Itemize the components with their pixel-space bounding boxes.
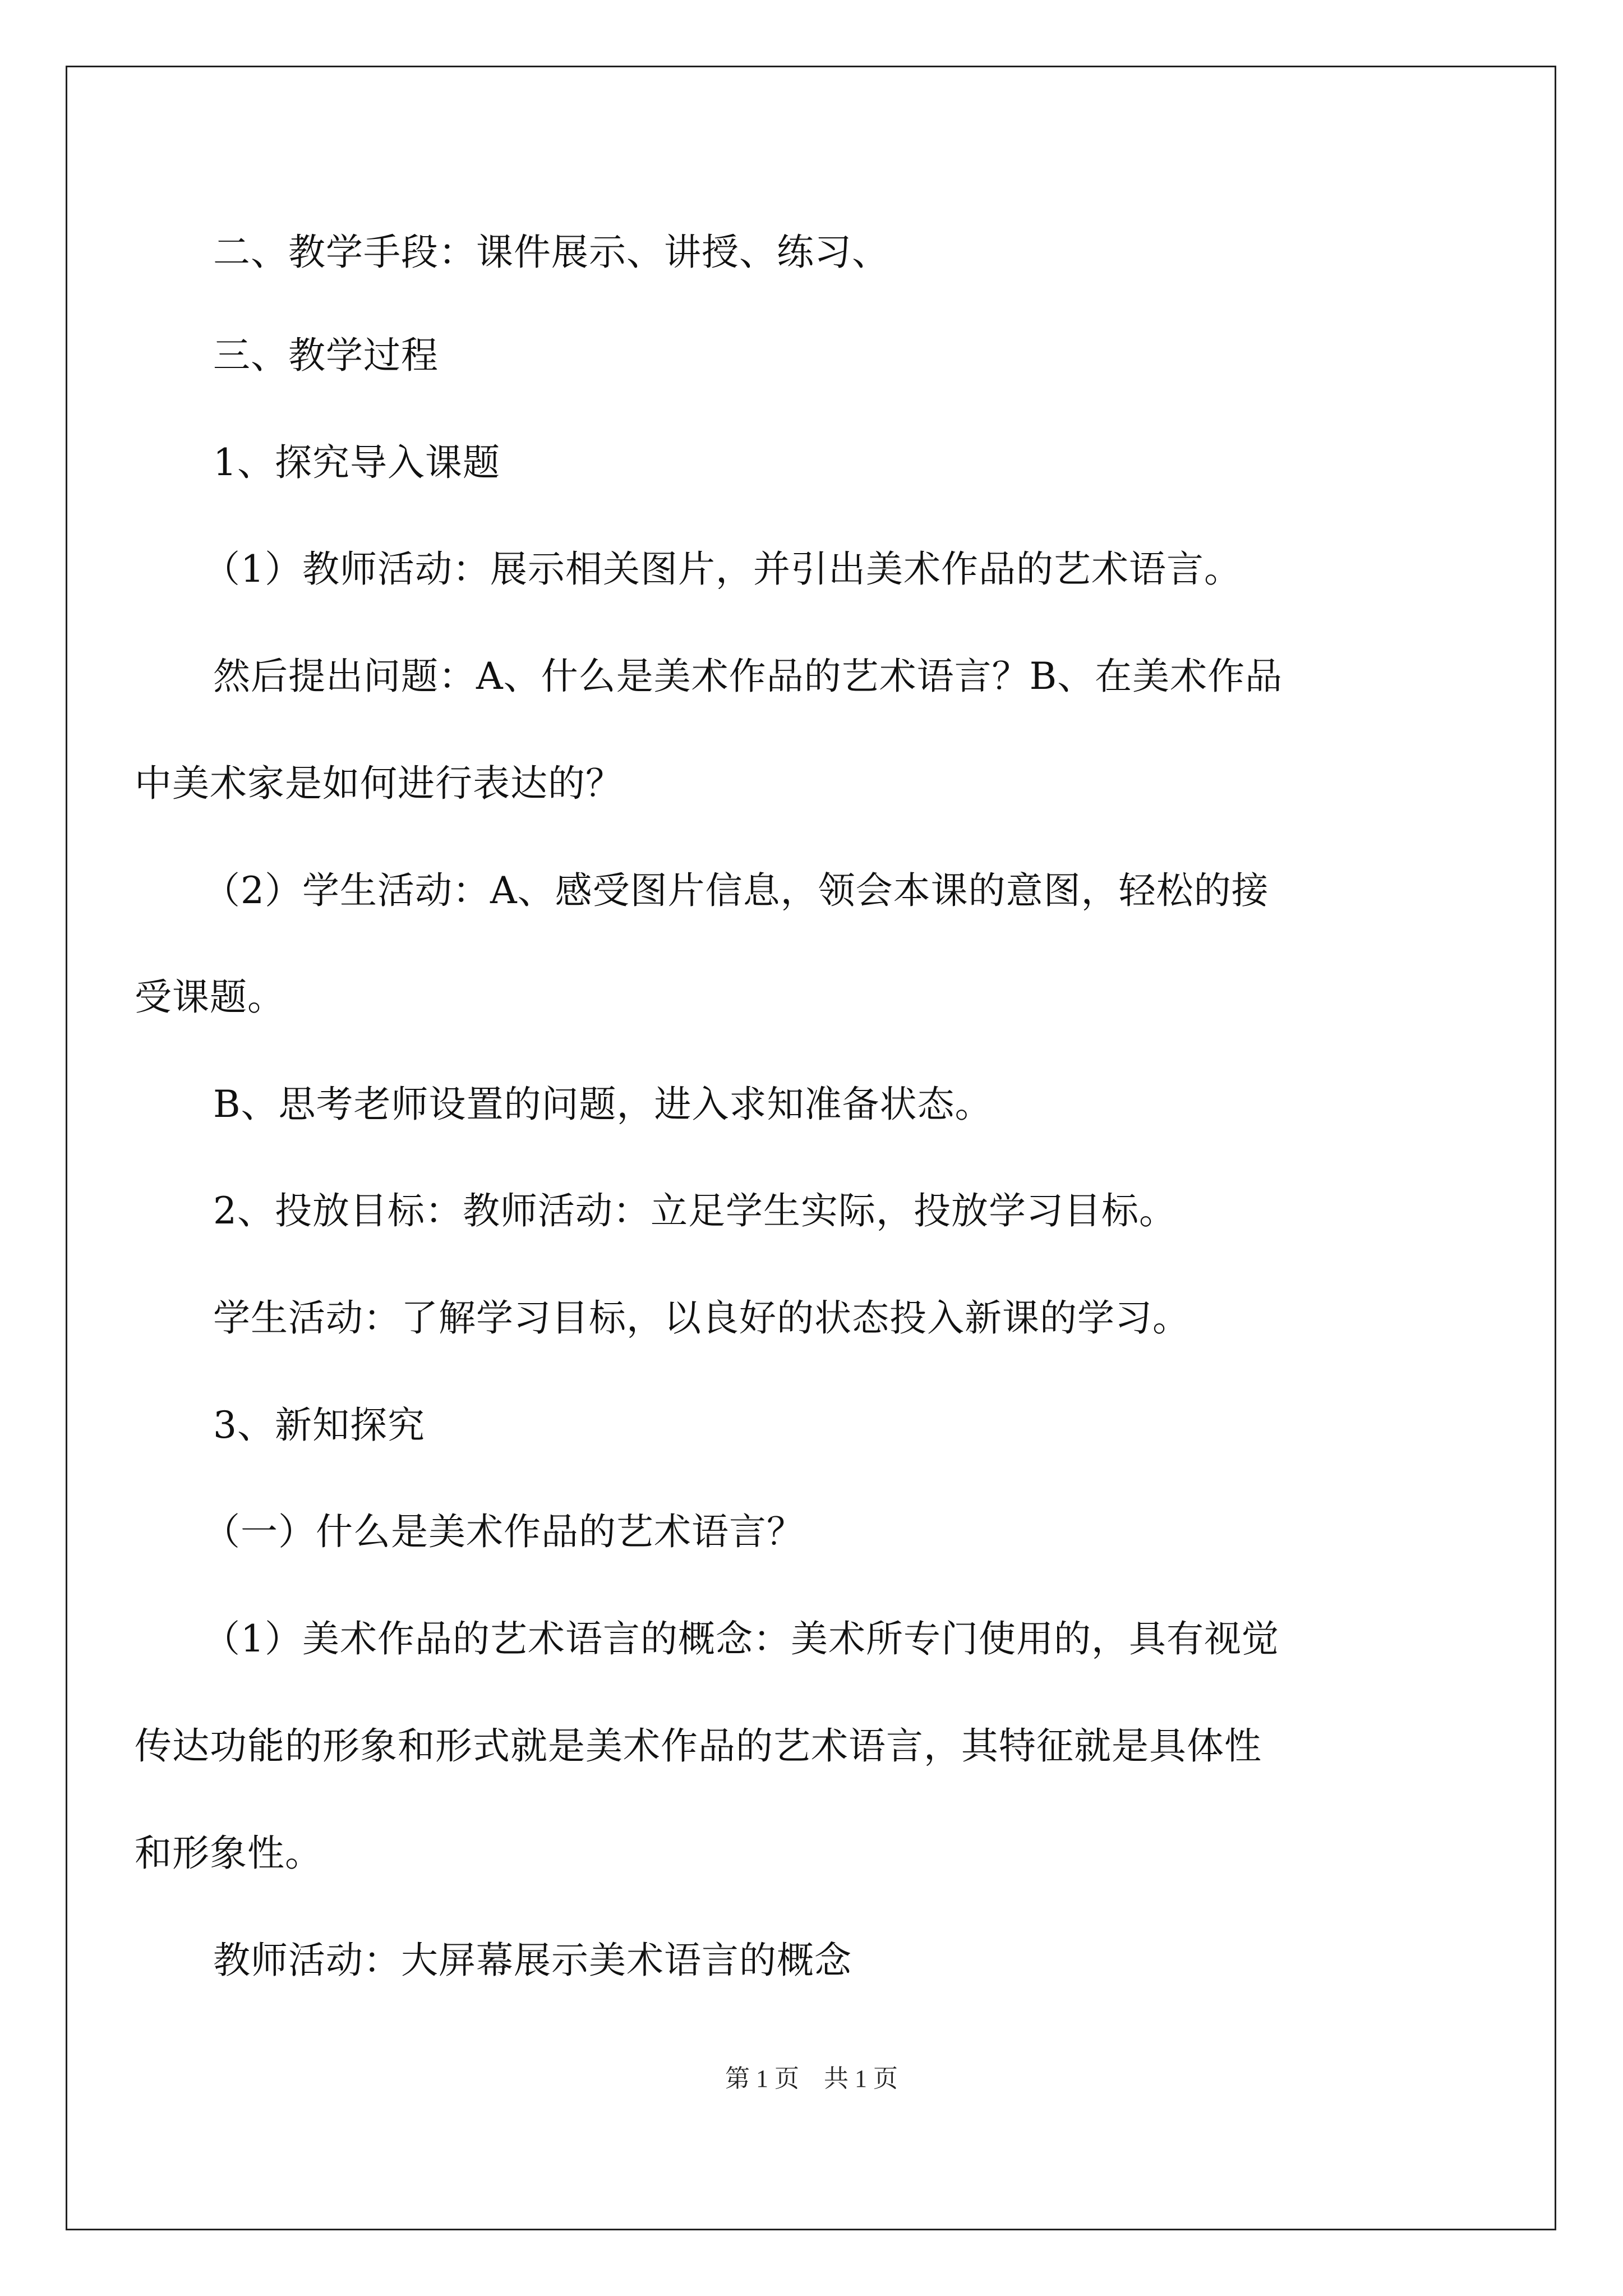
question-heading: （一）什么是美术作品的艺术语言？ [203, 1510, 804, 1553]
paragraph-line: （2）学生活动：A、感受图片信息，领会本课的意图，轻松的接 [203, 869, 1269, 912]
section-heading-teaching-process: 三、教学过程 [213, 334, 439, 377]
paragraph-line: 中美术家是如何进行表达的？ [135, 762, 623, 805]
paragraph-line: 传达功能的形象和形式就是美术作品的艺术语言，其特征就是具体性 [135, 1724, 1262, 1768]
section-heading-teaching-means: 二、教学手段：课件展示、讲授、练习、 [213, 231, 889, 274]
subsection-heading-introduction: 1、探究导入课题 [213, 441, 500, 484]
paragraph-line: 然后提出问题：A、什么是美术作品的艺术语言？B、在美术作品 [213, 655, 1283, 698]
subsection-heading-objectives: 2、投放目标：教师活动：立足学生实际，投放学习目标。 [213, 1189, 1177, 1232]
paragraph-line: 和形象性。 [135, 1832, 322, 1875]
paragraph-line: （1）教师活动：展示相关图片，并引出美术作品的艺术语言。 [203, 547, 1242, 591]
subsection-heading-new-knowledge: 3、新知探究 [213, 1404, 425, 1447]
paragraph-line: B、思考老师设置的问题，进入求知准备状态。 [213, 1083, 993, 1126]
paragraph-line: 教师活动：大屏幕展示美术语言的概念 [213, 1939, 852, 1982]
paragraph-line: （1）美术作品的艺术语言的概念：美术所专门使用的，具有视觉 [203, 1617, 1279, 1660]
paragraph-line: 学生活动：了解学习目标，以良好的状态投入新课的学习。 [213, 1296, 1190, 1340]
paragraph-line: 受课题。 [135, 976, 285, 1019]
page-number-footer: 第 1 页 共 1 页 [725, 2065, 898, 2092]
